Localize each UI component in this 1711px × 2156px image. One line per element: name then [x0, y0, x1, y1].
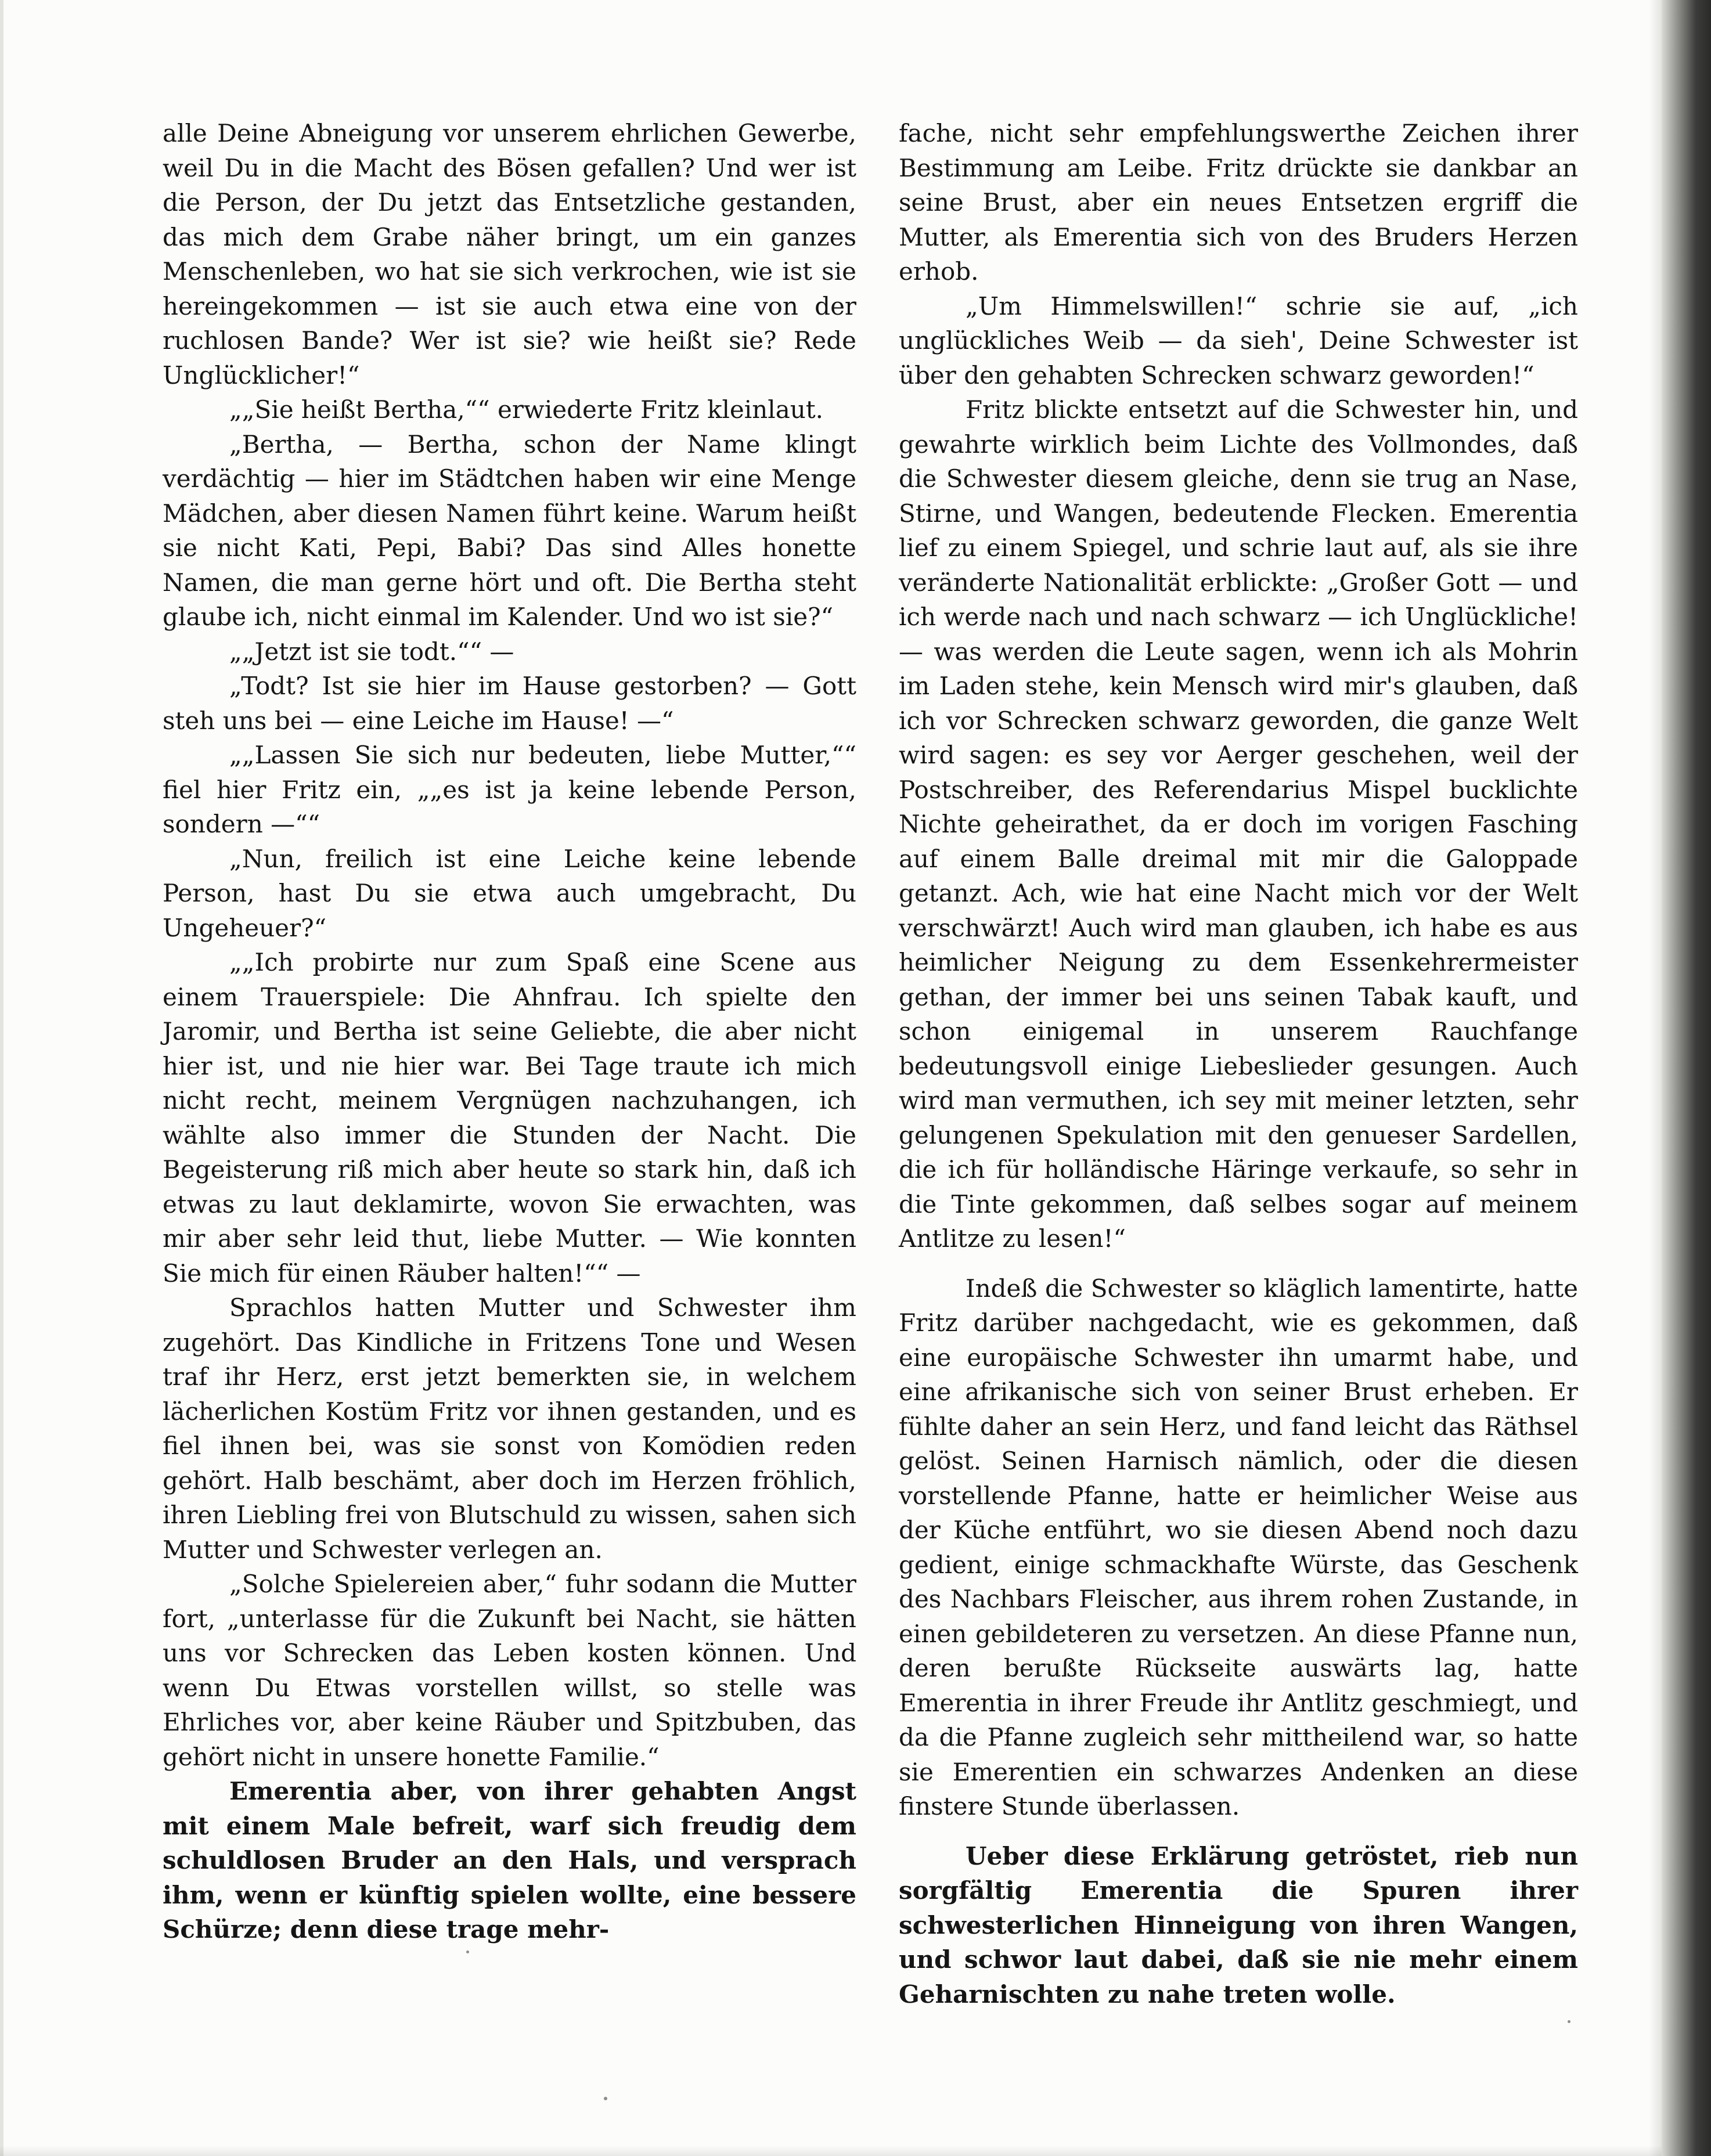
left-column [163, 116, 856, 1947]
paragraph: „Um Himmelswillen!“ schrie sie auf, „ich unglückliches Weib — da sieh', Deine Schwester ist über den gehabten Schrecken schwarz geworden!“ [899, 291, 1578, 390]
paragraph: Fritz blickte entsetzt auf die Schwester hin, und gewahrte wirklich beim Lichte des Vollmondes, daß die Schwester diesem gleiche, denn sie trug an Nase, Stirne, und Wangen, bedeutende Flecken. Emerentia lief zu einem Spiegel, und schrie laut auf, als sie ihre veränderte Nationalität erblickte: „Großer Gott — und ich werde nach und nach schwarz — ich Unglückliche! — was werden die Leute sagen, wenn ich als Mohrin im Laden stehe, kein Mensch wird mir's glauben, daß ich vor Schrecken schwarz geworden, die ganze Welt wird sagen: es sey vor Aerger geschehen, weil der Postschreiber, des Referendarius Mispel bucklichte Nichte geheirathet, da er doch im vorigen Fasching auf einem Balle dreimal mit mir die Galoppade getanzt. Ach, wie hat eine Nacht mich vor der Welt verschwärzt! Auch wird man glauben, ich habe es aus heimlicher Neigung zu dem Essenkehrermeister gethan, der immer bei uns seinen Tabak kauft, und schon einigemal in unserem Rauchfange bedeutungsvoll einige Liebeslieder gesungen. Auch wird man vermuthen, ich sey mit meiner letzten, sehr gelungenen Spekulation mit den genueser Sardellen, die ich für holländische Häringe verkaufe, so sehr in die Tinte gekommen, daß selbes sogar auf meinem Antlitze zu lesen!“ [899, 395, 1578, 1253]
paragraph: „„Sie heißt Bertha,““ erwiederte Fritz kleinlaut. [229, 395, 824, 424]
paragraph: „„Ich probirte nur zum Spaß eine Scene aus einem Trauerspiele: Die Ahnfrau. Ich spielte den Jaromir, und Bertha ist seine Geliebte, die aber nicht hier ist, und nie hier war. Bei Tage traute ich mich nicht recht, meinem Vergnügen nachzuhangen, ich wählte also immer die Stunden der Nacht. Die Begeisterung riß mich aber heute so stark hin, daß ich etwas zu laut deklamirte, wovon Sie erwachten, was mir aber sehr leid thut, liebe Mutter. — Wie konnten Sie mich für einen Räuber halten!““ — [163, 948, 856, 1288]
paragraph: „„Lassen Sie sich nur bedeuten, liebe Mutter,““ fiel hier Fritz ein, „„es ist ja keine lebende Person, sondern —““ [163, 741, 856, 838]
right-column [899, 116, 1578, 2011]
page-edge-left [0, 0, 3, 2156]
paragraph: „Nun, freilich ist eine Leiche keine lebende Person, hast Du sie etwa auch umgebracht, Du Ungeheuer?“ [163, 844, 856, 942]
paragraph: Emerentia aber, von ihrer gehabten Angst mit einem Male befreit, warf sich freudig dem schuldlosen Bruder an den Hals, und versprach ihm, wenn er künftig spielen wollte, eine bessere Schürze; denn diese trage mehr- [163, 1777, 856, 1944]
page-edge-right [1662, 0, 1711, 2156]
paragraph: Indeß die Schwester so kläglich lamentirte, hatte Fritz darüber nachgedacht, wie es gekommen, daß eine europäische Schwester ihn umarmt habe, und eine afrikanische sich von seiner Brust erheben. Er fühlte daher an sein Herz, und fand leicht das Räthsel gelöst. Seinen Harnisch nämlich, oder die diesen vorstellende Pfanne, hatte er heimlicher Weise aus der Küche entführt, wo sie diesen Abend noch dazu gedient, einige schmackhafte Würste, das Geschenk des Nachbars Fleischer, aus ihrem rohen Zustande, in einen gebildeteren zu versetzen. An diese Pfanne nun, deren berußte Rückseite auswärts lag, hatte Emerentia in ihrer Freude ihr Antlitz geschmiegt, und da die Pfanne zugleich sehr mittheilend war, so hatte sie Emerentien ein schwarzes Andenken an diese finstere Stunde überlassen. [899, 1274, 1578, 1820]
paragraph: „„Jetzt ist sie todt.““ — [229, 637, 514, 666]
paragraph: Sprachlos hatten Mutter und Schwester ihm zugehört. Das Kindliche in Fritzens Tone und Wesen traf ihr Herz, erst jetzt bemerkten sie, in welchem lächerlichen Kostüm Fritz vor ihnen gestanden, und es fiel ihnen bei, was sie sonst von Komödien reden gehört. Halb beschämt, aber doch im Herzen fröhlich, ihren Liebling frei von Blutschuld zu wissen, sahen sich Mutter und Schwester verlegen an. [163, 1293, 856, 1564]
page-edge-bottom [0, 2146, 1662, 2156]
ink-speck [1568, 2020, 1570, 2023]
paragraph: „Todt? Ist sie hier im Hause gestorben? — Gott steh uns bei — eine Leiche im Hause! —“ [163, 672, 856, 735]
paragraph: alle Deine Abneigung vor unserem ehrlichen Gewerbe, weil Du in die Macht des Bösen gefallen? Und wer ist die Person, der Du jetzt das Entsetzliche gestanden, das mich dem Grabe näher bringt, um ein ganzes Menschenleben, wo hat sie sich verkrochen, wie ist sie hereingekommen — ist sie auch etwa eine von der ruchlosen Bande? Wer ist sie? wie heißt sie? Rede Unglücklicher!“ [163, 119, 856, 390]
paragraph: fache, nicht sehr empfehlungswerthe Zeichen ihrer Bestimmung am Leibe. Fritz drückte sie dankbar an seine Brust, aber ein neues Entsetzen ergriff die Mutter, als Emerentia sich von des Bruders Herzen erhob. [899, 119, 1578, 286]
paragraph: Ueber diese Erklärung getröstet, rieb nun sorgfältig Emerentia die Spuren ihrer schwesterlichen Hinneigung von ihren Wangen, und schwor laut dabei, daß sie nie mehr einem Geharnischten zu nahe treten wolle. [899, 1841, 1578, 2009]
ink-speck [604, 2097, 607, 2100]
paragraph: „Solche Spielereien aber,“ fuhr sodann die Mutter fort, „unterlasse für die Zukunft bei Nacht, sie hätten uns vor Schrecken das Leben kosten können. Und wenn Du Etwas vorstellen willst, so stelle was Ehrliches vor, aber keine Räuber und Spitzbuben, das gehört nicht in unsere honette Familie.“ [163, 1570, 856, 1771]
paragraph: „Bertha, — Bertha, schon der Name klingt verdächtig — hier im Städtchen haben wir eine Menge Mädchen, aber diesen Namen führt keine. Warum heißt sie nicht Kati, Pepi, Babi? Das sind Alles honette Namen, die man gerne hört und oft. Die Bertha steht glaube ich, nicht einmal im Kalender. Und wo ist sie?“ [163, 430, 856, 631]
ink-speck [466, 1951, 469, 1953]
